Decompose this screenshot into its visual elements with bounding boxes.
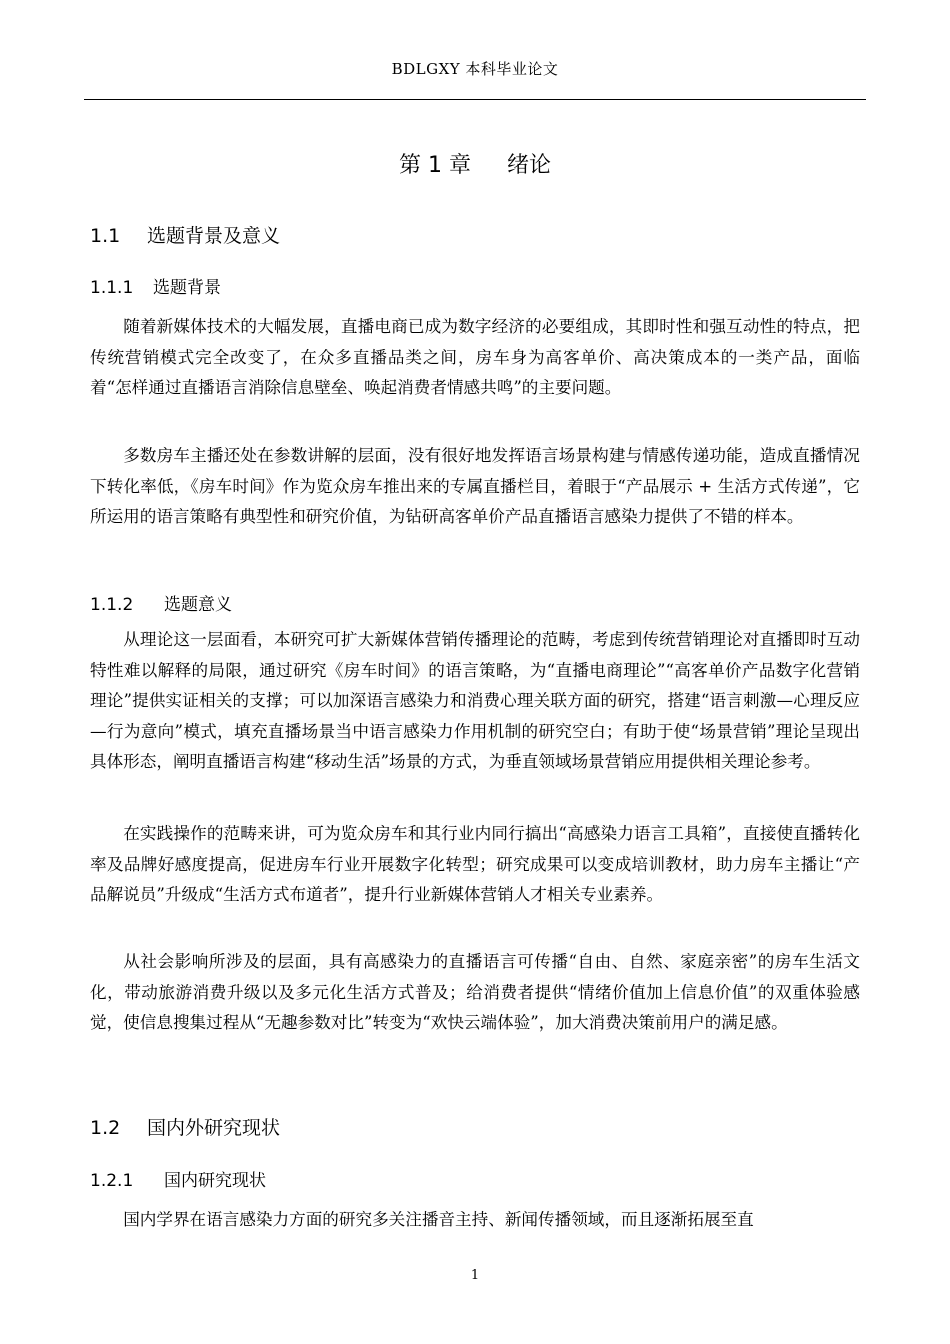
section-title: 选题背景及意义 bbox=[147, 225, 281, 247]
subsection-number: 1.2.1 bbox=[90, 1171, 134, 1191]
chapter-number: 第 1 章 bbox=[399, 153, 471, 178]
section-number: 1.1 bbox=[90, 225, 121, 247]
subsection-number: 1.1.1 bbox=[90, 278, 134, 298]
paragraph-1: 随着新媒体技术的大幅发展，直播电商已成为数字经济的必要组成，其即时性和强互动性的特点，把传统营销模式完全改变了，在众多直播品类之间，房车身为高客单价、高决策成本的一类产品，面临着“怎样通过直播语言消除信息壁垒、唤起消费者情感共鸣”的主要问题。 bbox=[90, 317, 860, 397]
subsection-title: 国内研究现状 bbox=[164, 1171, 266, 1191]
paragraph-4: 在实践操作的范畴来讲，可为览众房车和其行业内同行搞出“高感染力语言工具箱”，直接使直播转化率及品牌好感度提高，促进房车行业开展数字化转型；研究成果可以变成培训教材，助力房车主播让“产品解说员”升级成“生活方式布道者”，提升行业新媒体营销人才相关专业素养。 bbox=[90, 824, 860, 904]
header-rule bbox=[84, 99, 866, 100]
chapter-title bbox=[0, 148, 950, 179]
paragraph-5: 从社会影响所涉及的层面，具有高感染力的直播语言可传播“自由、自然、家庭亲密”的房车生活文化，带动旅游消费升级以及多元化生活方式普及；给消费者提供“情绪价值加上信息价值”的双重体验感觉，使信息搜集过程从“无趣参数对比”转变为“欢快云端体验”，加大消费决策前用户的满足感。 bbox=[90, 952, 860, 1032]
section-number: 1.2 bbox=[90, 1117, 121, 1139]
paragraph-3: 从理论这一层面看，本研究可扩大新媒体营销传播理论的范畴，考虑到传统营销理论对直播即时互动特性难以解释的局限，通过研究《房车时间》的语言策略，为“直播电商理论”“高客单价产品数字化营销理论”提供实证相关的支撑；可以加深语言感染力和消费心理关联方面的研究，搭建“语言刺激—心理反应—行为意向”模式，填充直播场景当中语言感染力作用机制的研究空白；有助于使“场景营销”理论呈现出具体形态，阐明直播语言构建“移动生活”场景的方式，为垂直领域场景营销应用提供相关理论参考。 bbox=[90, 630, 860, 771]
section-heading-1-1 bbox=[90, 221, 280, 248]
chapter-name: 绪论 bbox=[506, 153, 551, 178]
subsection-heading-1-2-1 bbox=[90, 1166, 266, 1191]
section-heading-1-2 bbox=[90, 1113, 280, 1140]
paragraph-6: 国内学界在语言感染力方面的研究多关注播音主持、新闻传播领域，而且逐渐拓展至直 bbox=[123, 1210, 754, 1229]
page-number: 1 bbox=[470, 1268, 480, 1283]
subsection-title: 选题意义 bbox=[164, 595, 232, 615]
subsection-heading-1-1-1 bbox=[90, 273, 221, 298]
paragraph-2: 多数房车主播还处在参数讲解的层面，没有很好地发挥语言场景构建与情感传递功能，造成直播情况下转化率低，《房车时间》作为览众房车推出来的专属直播栏目，着眼于“产品展示 + 生活方式传递”，它所运用的语言策略有典型性和研究价值，为钻研高客单价产品直播语言感染力提供了不错的样本。 bbox=[90, 446, 860, 526]
subsection-number: 1.1.2 bbox=[90, 595, 134, 615]
subsection-heading-1-1-2 bbox=[90, 590, 232, 615]
page-header: BDLGXY 本科毕业论文 bbox=[391, 60, 559, 78]
subsection-title: 选题背景 bbox=[153, 278, 221, 298]
section-title: 国内外研究现状 bbox=[147, 1117, 281, 1139]
